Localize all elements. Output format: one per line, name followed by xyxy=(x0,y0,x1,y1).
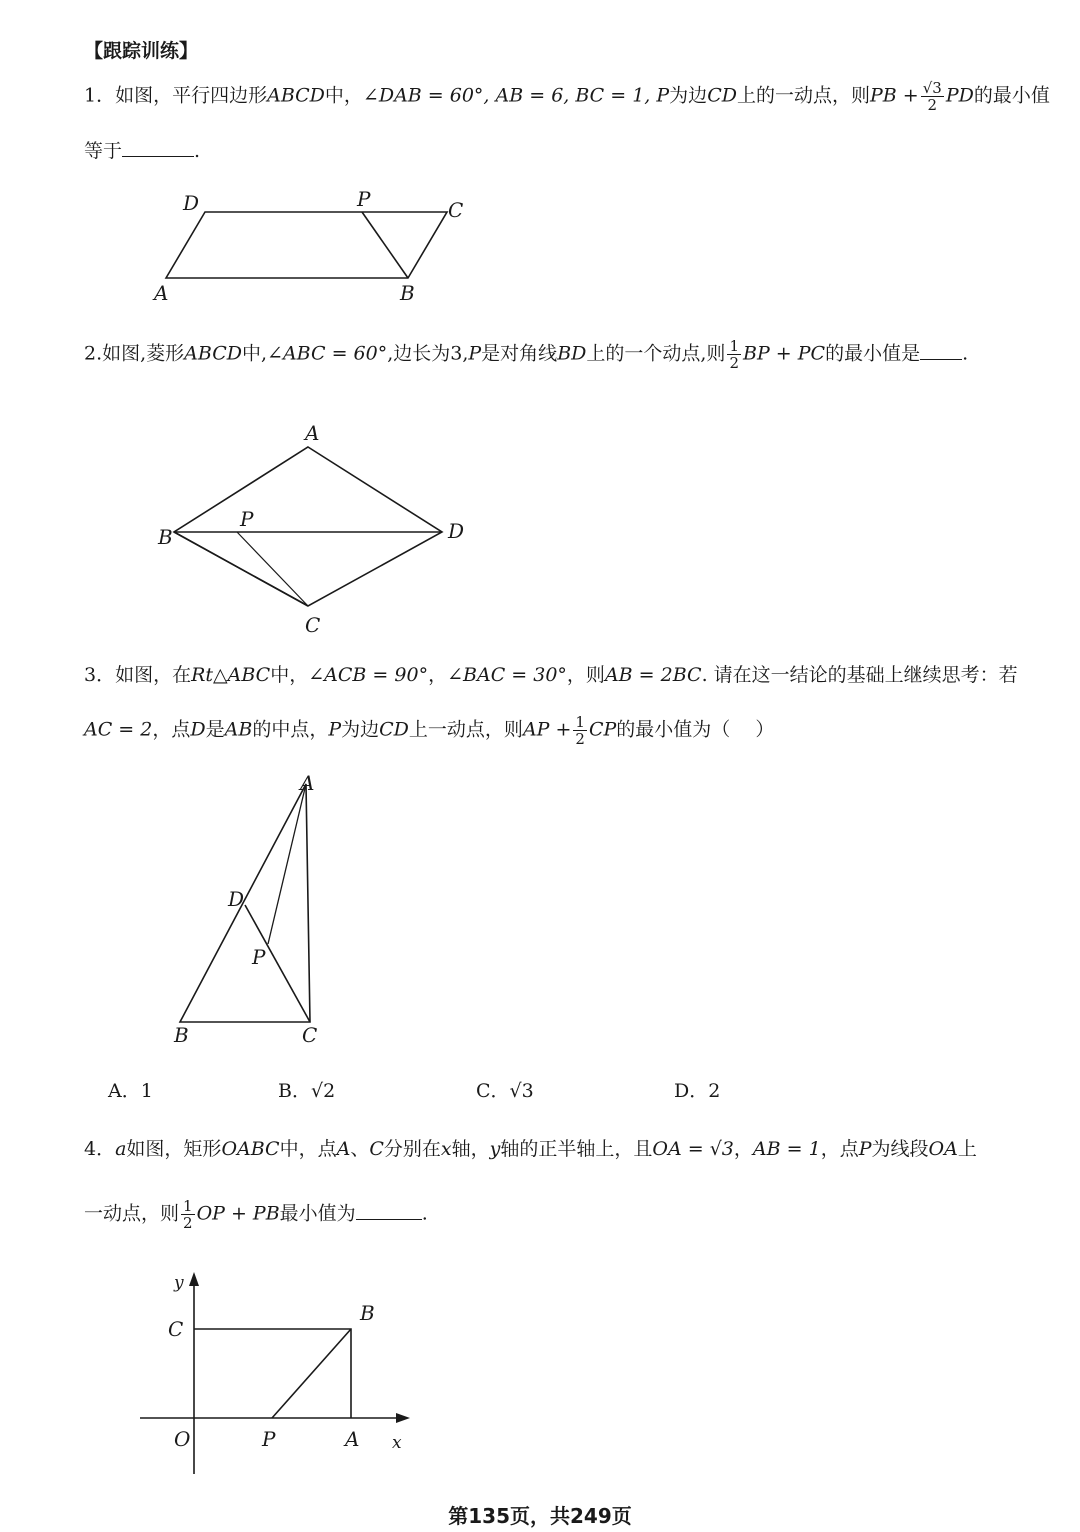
q4-text: 、 xyxy=(350,1138,370,1160)
q2-figure-rhombus xyxy=(150,420,480,640)
q4-label-y: y xyxy=(174,1273,184,1293)
q4-y-axis: y xyxy=(489,1138,501,1160)
q2-segment-bc xyxy=(174,532,308,606)
q4-frac-den: 2 xyxy=(183,1214,193,1232)
q2-frac-num: 1 xyxy=(729,337,739,355)
q3-text: ，点 xyxy=(152,718,191,741)
q4-x-axis: x xyxy=(440,1138,452,1160)
q1-text: 等于 xyxy=(84,140,123,162)
q1-line2 xyxy=(84,138,200,164)
q1-period: . xyxy=(194,140,201,162)
q4-text: ，点 xyxy=(820,1138,859,1160)
q2-text: 的最小值是 xyxy=(825,342,921,365)
q4-text: 为线段 xyxy=(871,1138,929,1160)
q4-prefix: a xyxy=(115,1138,127,1160)
q1-frac-den: 2 xyxy=(927,96,938,114)
q2-period: . xyxy=(962,342,969,365)
q4-line1 xyxy=(84,1136,977,1162)
q2-label-D: D xyxy=(448,519,465,543)
q1-label-B: B xyxy=(400,281,415,305)
q3-point-d: D xyxy=(190,718,206,741)
q2-diagonal: BD xyxy=(557,342,587,365)
q4-label-P: P xyxy=(262,1427,276,1451)
q1-frac-num: √3 xyxy=(922,79,942,97)
q3-segment-ab: AB xyxy=(224,718,253,741)
q4-segment-oa: OA xyxy=(928,1138,958,1160)
q3-label-B: B xyxy=(174,1023,189,1047)
q4-label-A: A xyxy=(345,1427,360,1451)
q3-text: 的最小值为（ ） xyxy=(616,718,775,741)
q3-label-C: C xyxy=(302,1023,318,1047)
q3-option-c-key: C． xyxy=(476,1080,510,1102)
q4-y-axis-arrow xyxy=(189,1272,199,1286)
q4-text: 中，点 xyxy=(279,1138,337,1160)
q2-expression: BP + PC xyxy=(742,342,826,365)
q3-option-a-key: A． xyxy=(108,1080,141,1102)
q3-option-b[interactable] xyxy=(278,1078,335,1104)
q2-line1 xyxy=(84,338,968,371)
q2-point: P xyxy=(468,342,482,365)
q2-text: 是对角线 xyxy=(481,342,558,365)
q1-fraction xyxy=(921,80,944,113)
q3-condition-ac: AC = 2 xyxy=(84,718,153,741)
q1-label-A: A xyxy=(154,281,169,305)
q2-label-C: C xyxy=(305,613,321,637)
q3-label-P: P xyxy=(252,945,266,969)
q1-shape-name: ABCD xyxy=(267,84,325,107)
q3-option-a-value: 1 xyxy=(140,1080,153,1102)
q3-text: ，则 xyxy=(566,664,605,686)
q1-side: CD xyxy=(707,84,737,107)
q2-text: 中, xyxy=(241,342,268,365)
q1-text: 中， xyxy=(324,84,363,107)
q3-expression: AP + xyxy=(522,718,572,741)
q3-segment-ap xyxy=(268,784,306,944)
section-title: 【跟踪训练】 xyxy=(84,40,199,62)
q4-text: 分别在 xyxy=(383,1138,441,1160)
page-footer: 第135页，共249页 xyxy=(448,1504,632,1528)
q2-shape-name: ABCD xyxy=(184,342,242,365)
q4-rectangle-outline xyxy=(194,1329,351,1418)
q3-option-c[interactable] xyxy=(476,1078,534,1104)
q3-text: 是 xyxy=(205,718,225,741)
q2-fraction xyxy=(727,338,741,371)
q1-label-P: P xyxy=(357,187,371,211)
q4-condition-oa: OA = √3 xyxy=(652,1138,734,1160)
q3-text: 为边 xyxy=(341,718,380,741)
q1-text: 为边 xyxy=(669,84,708,107)
q3-line2 xyxy=(84,714,774,747)
q3-text: 中， xyxy=(270,664,309,686)
q3-condition-1: ∠ACB = 90° xyxy=(308,664,429,686)
q1-text: 上的一动点，则 xyxy=(736,84,870,107)
q1-expression: PB + xyxy=(869,84,919,107)
q2-frac-den: 2 xyxy=(729,354,739,372)
q4-shape-name: OABC xyxy=(221,1138,280,1160)
q3-frac-den: 2 xyxy=(575,730,585,748)
q1-label-D: D xyxy=(183,191,200,215)
q3-figure-triangle xyxy=(160,770,340,1050)
q4-text: 如图，矩形 xyxy=(126,1138,222,1160)
q1-conditions: ∠DAB = 60°, AB = 6, BC = 1, P xyxy=(362,84,670,107)
q3-segment-cd: CD xyxy=(379,718,409,741)
q4-label-C: C xyxy=(168,1317,184,1341)
q2-text: ,边长为3, xyxy=(387,342,469,365)
q4-text: ， xyxy=(733,1138,753,1160)
q4-text: 最小值为 xyxy=(279,1202,356,1225)
q3-triangle: Rt△ABC xyxy=(191,664,271,686)
q4-text: 轴的正半轴上，且 xyxy=(500,1138,653,1160)
q3-condition-3: AB = 2BC xyxy=(604,664,702,686)
q2-condition: ∠ABC = 60° xyxy=(267,342,388,365)
q4-frac-num: 1 xyxy=(183,1197,193,1215)
q3-condition-2: ∠BAC = 30° xyxy=(447,664,567,686)
q2-text: 上的一个动点,则 xyxy=(586,342,726,365)
q3-number: 3．如图，在 xyxy=(84,664,192,686)
q4-line2 xyxy=(84,1198,428,1231)
q3-label-A: A xyxy=(300,771,315,795)
q4-text: 轴， xyxy=(451,1138,490,1160)
q2-segment-pc xyxy=(237,532,308,606)
q4-label-B: B xyxy=(360,1301,375,1325)
q3-point-p: P xyxy=(328,718,342,741)
q4-x-axis-arrow xyxy=(396,1413,410,1423)
q3-text: . 请在这一结论的基础上继续思考：若 xyxy=(701,664,1018,686)
q3-expression-2: CP xyxy=(588,718,617,741)
q1-parallelogram-outline xyxy=(166,212,447,278)
q3-option-d-key: D． xyxy=(674,1080,709,1102)
q4-point-p: P xyxy=(858,1138,872,1160)
q2-label-A: A xyxy=(305,421,320,445)
q4-label-O: O xyxy=(174,1427,191,1451)
q1-text: 的最小值 xyxy=(973,84,1050,107)
q3-fraction xyxy=(573,714,587,747)
q3-frac-num: 1 xyxy=(575,713,585,731)
q4-text: 上 xyxy=(957,1138,977,1160)
q1-expression-2: PD xyxy=(945,84,974,107)
q3-option-c-value: √3 xyxy=(509,1080,534,1102)
q3-option-d[interactable] xyxy=(674,1078,720,1104)
q3-text: ， xyxy=(428,664,448,686)
q4-text: 一动点，则 xyxy=(84,1202,180,1225)
q1-label-C: C xyxy=(448,198,464,222)
q4-answer-blank[interactable] xyxy=(356,1201,422,1220)
q3-option-a[interactable] xyxy=(108,1078,153,1104)
q4-period: . xyxy=(421,1202,428,1225)
q4-point-c: C xyxy=(369,1138,384,1160)
q4-condition-ab: AB = 1 xyxy=(752,1138,821,1160)
q2-rhombus-outline xyxy=(174,447,442,606)
q4-figure-rectangle xyxy=(130,1270,430,1480)
q3-label-D: D xyxy=(228,887,245,911)
q3-option-b-key: B． xyxy=(278,1080,311,1102)
q1-number: 1．如图，平行四边形 xyxy=(84,84,268,107)
q1-line1 xyxy=(84,80,1050,113)
q1-figure-parallelogram xyxy=(150,187,480,310)
q3-line1 xyxy=(84,662,1018,688)
q4-point-a: A xyxy=(336,1138,351,1160)
q2-number: 2.如图,菱形 xyxy=(84,342,185,365)
q2-label-B: B xyxy=(158,525,173,549)
q1-segment-pb xyxy=(362,212,408,278)
q4-number: 4． xyxy=(84,1138,116,1160)
q1-answer-blank[interactable] xyxy=(122,138,194,157)
q2-label-P: P xyxy=(240,507,254,531)
q3-option-b-value: √2 xyxy=(310,1080,336,1102)
q3-text: 上一动点，则 xyxy=(408,718,523,741)
q2-answer-blank[interactable] xyxy=(920,341,962,360)
q4-segment-pb xyxy=(272,1329,351,1418)
q3-option-d-value: 2 xyxy=(708,1080,721,1102)
q4-label-x: x xyxy=(392,1433,402,1453)
q4-fraction xyxy=(181,1198,195,1231)
q3-text: 的中点， xyxy=(252,718,329,741)
q4-expression: OP + PB xyxy=(196,1202,280,1225)
